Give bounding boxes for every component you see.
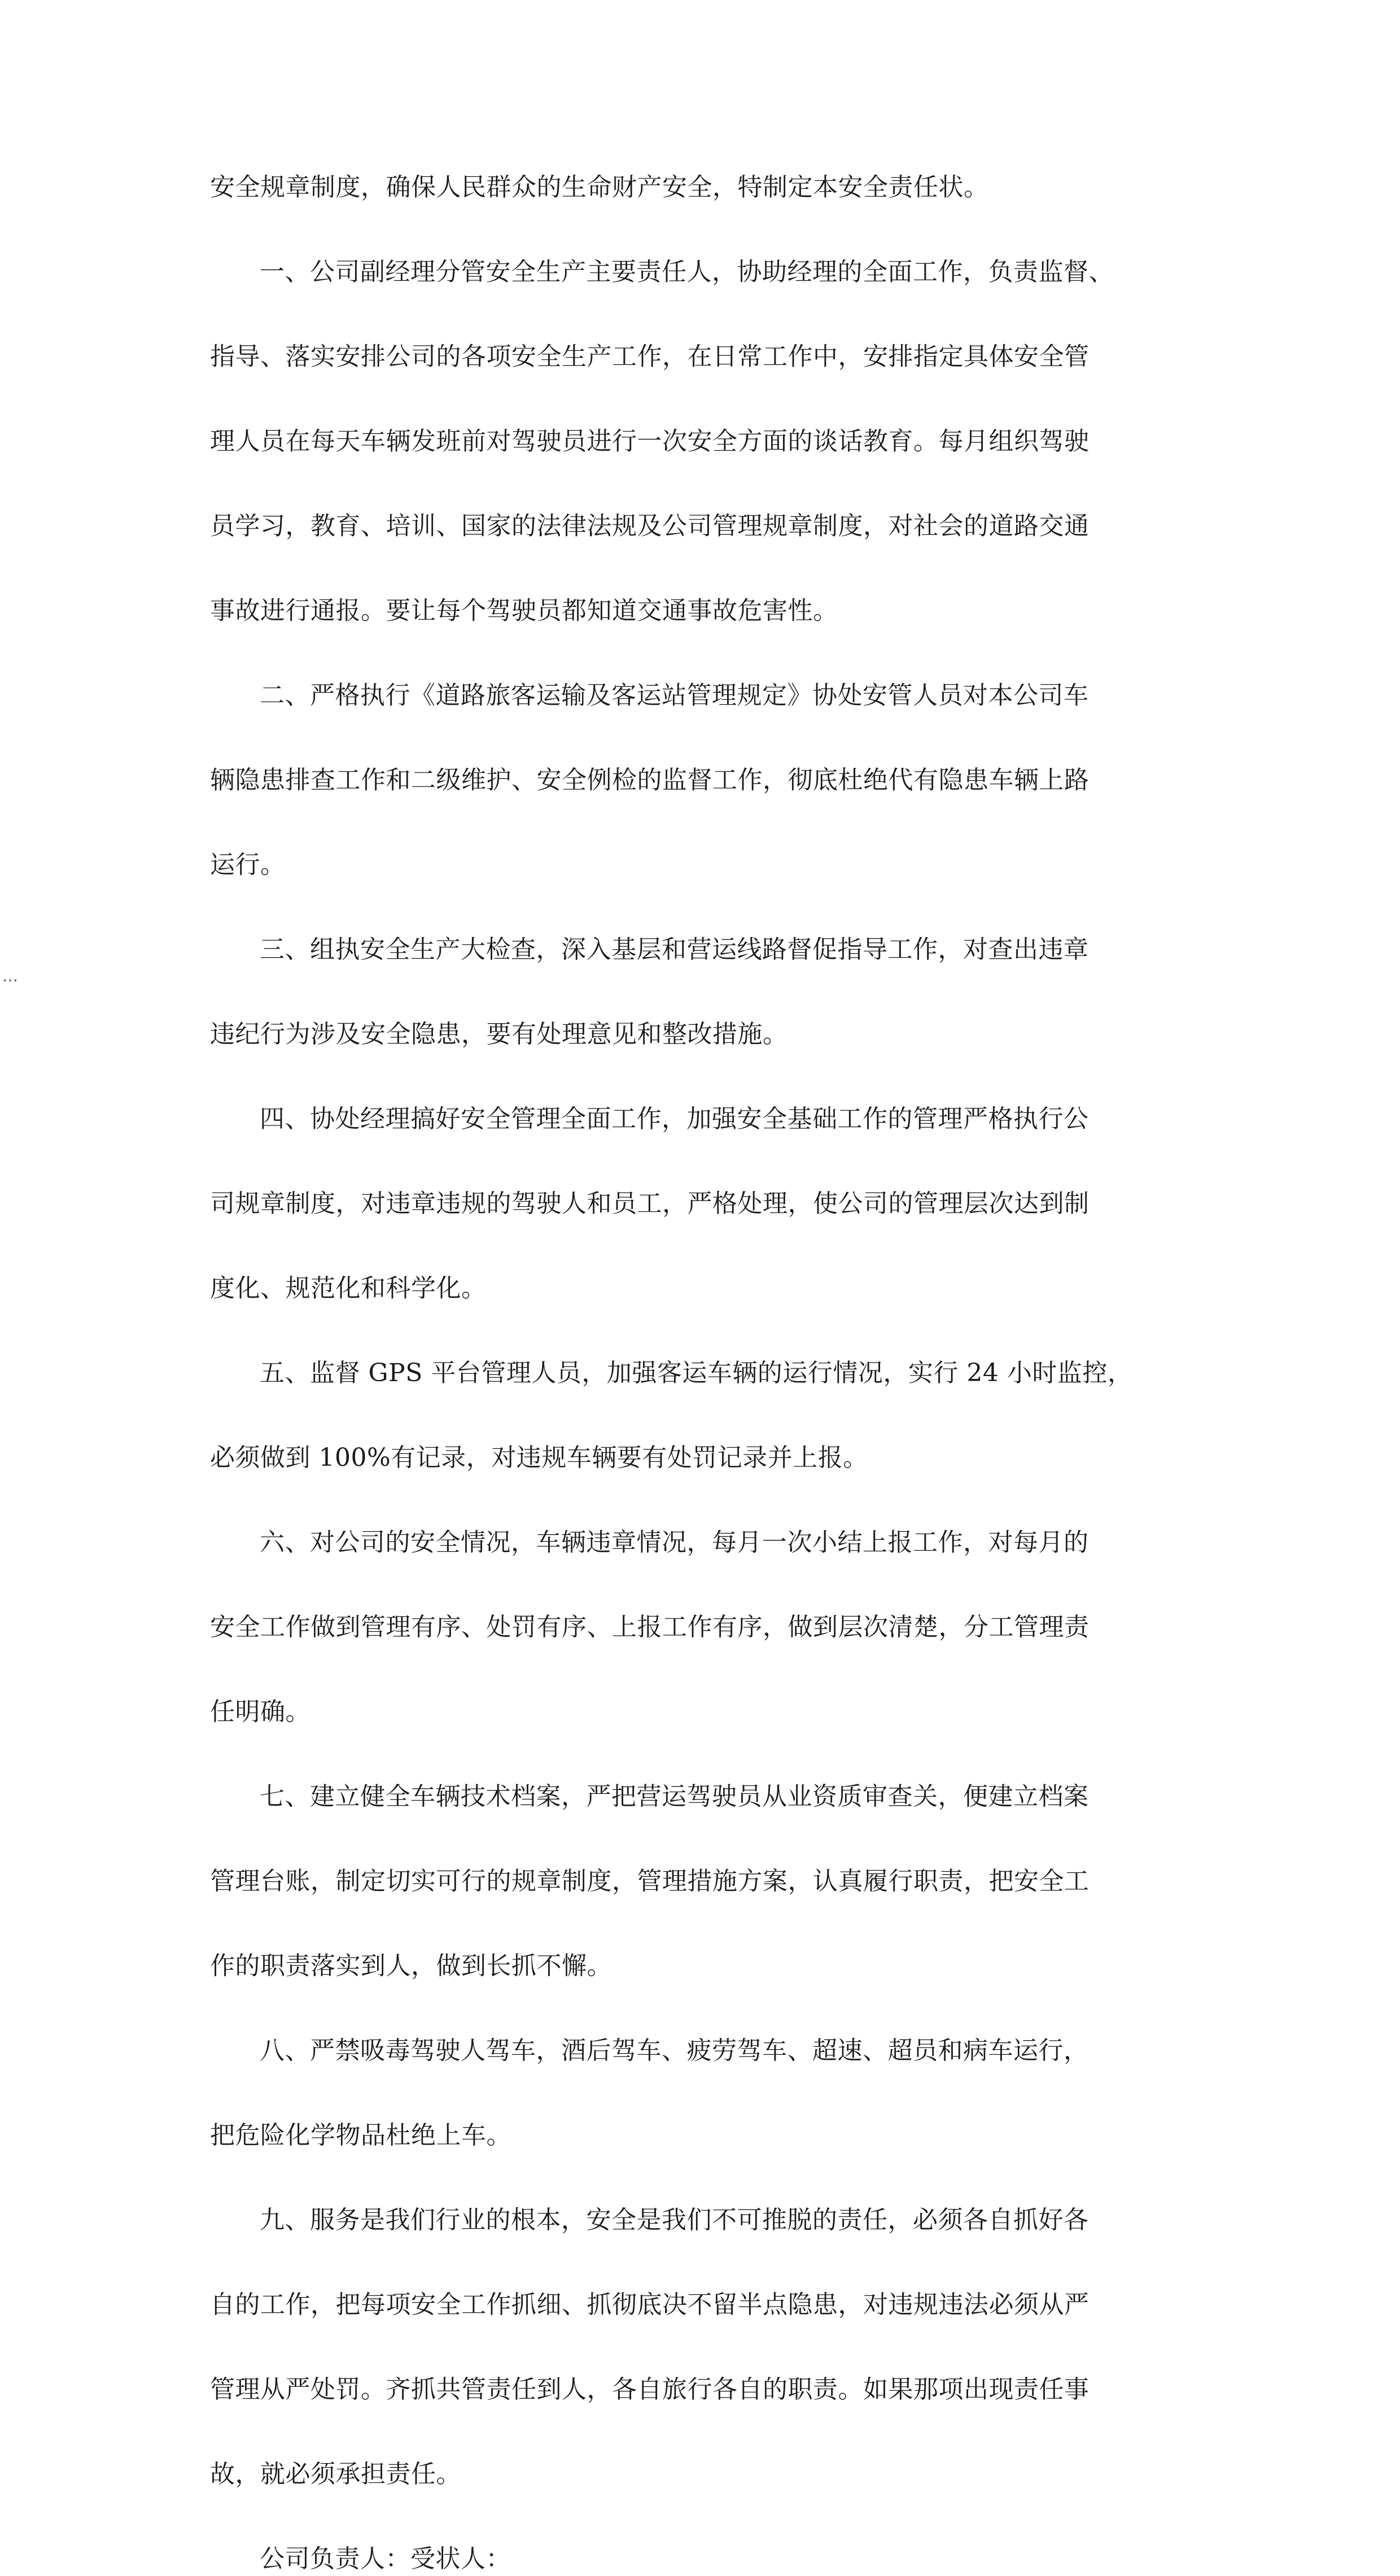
intro-line: 安全规章制度，确保人民群众的生命财产安全，特制定本安全责任状。 <box>210 173 989 202</box>
paragraph-1 <box>210 255 1192 628</box>
paragraph-line: 度化、规范化和科学化。 <box>210 1274 487 1303</box>
paragraph-line: 安全工作做到管理有序、处罚有序、上报工作有序，做到层次清楚，分工管理责 <box>210 1613 1090 1641</box>
paragraph-line: 把危险化学物品杜绝上车。 <box>210 2121 511 2150</box>
paragraph-line: 七、建立健全车辆技术档案，严把营运驾驶员从业资质审查关，便建立档案 <box>260 1782 1089 1811</box>
paragraph-line: 管理台账，制定切实可行的规章制度，管理措施方案，认真履行职责，把安全工 <box>210 1867 1090 1896</box>
paragraph-line: 五、监督 GPS 平台管理人员，加强客运车辆的运行情况，实行 24 小时监控， <box>260 1359 1133 1387</box>
paragraph-line: 员学习，教育、培训、国家的法律法规及公司管理规章制度，对社会的道路交通 <box>210 512 1090 540</box>
paragraph-8 <box>210 2034 1192 2153</box>
paragraph-line: 二、严格执行《道路旅客运输及客运站管理规定》协处安管人员对本公司车 <box>260 681 1089 710</box>
paragraph-line: 三、组执安全生产大检查，深入基层和营运线路督促指导工作，对查出违章 <box>260 935 1089 964</box>
paragraph-line: 必须做到 100%有记录，对违规车辆要有处罚记录并上报。 <box>210 1443 868 1472</box>
paragraph-line: 自的工作，把每项安全工作抓细、抓彻底决不留半点隐患，对违规违法必须从严 <box>210 2290 1090 2319</box>
document-body <box>210 171 1192 2576</box>
paragraph-6 <box>210 1526 1192 1729</box>
paragraph-line: 管理从严处罚。齐抓共管责任到人，各自旅行各自的职责。如果那项出现责任事 <box>210 2375 1090 2404</box>
paragraph-line: 指导、落实安排公司的各项安全生产工作，在日常工作中，安排指定具体安全管 <box>210 342 1090 371</box>
paragraph-line: 任明确。 <box>210 1697 310 1726</box>
paragraph-line: 一、公司副经理分管安全生产主要责任人，协助经理的全面工作，负责监督、 <box>260 257 1114 286</box>
paragraph-line: 作的职责落实到人，做到长抓不懈。 <box>210 1951 612 1980</box>
paragraph-3 <box>210 933 1192 1051</box>
paragraph-line: 理人员在每天车辆发班前对驾驶员进行一次安全方面的谈话教育。每月组织驾驶 <box>210 427 1090 456</box>
paragraph-2 <box>210 679 1192 882</box>
signature-line: 公司负责人：受状人： <box>260 2544 511 2573</box>
paragraph-line: 六、对公司的安全情况，车辆违章情况，每月一次小结上报工作，对每月的 <box>260 1528 1089 1557</box>
paragraph-5 <box>210 1356 1192 1475</box>
paragraph-line: 九、服务是我们行业的根本，安全是我们不可推脱的责任，必须各自抓好各 <box>260 2206 1089 2234</box>
paragraph-7 <box>210 1780 1192 1983</box>
paragraph-line: 违纪行为涉及安全隐患，要有处理意见和整改措施。 <box>210 1020 788 1049</box>
paragraph-line: 八、严禁吸毒驾驶人驾车，酒后驾车、疲劳驾车、超速、超员和病车运行， <box>260 2036 1089 2065</box>
paragraph-line: 司规章制度，对违章违规的驾驶人和员工，严格处理，使公司的管理层次达到制 <box>210 1189 1090 1218</box>
paragraph-line: 运行。 <box>210 850 286 879</box>
signature-block <box>210 2542 1192 2576</box>
paragraph-line: 故，就必须承担责任。 <box>210 2460 461 2488</box>
paragraph-line: 辆隐患排查工作和二级维护、安全例检的监督工作，彻底杜绝代有隐患车辆上路 <box>210 766 1090 794</box>
paragraph-9 <box>210 2203 1192 2491</box>
paragraph-line: 四、协处经理搞好安全管理全面工作，加强安全基础工作的管理严格执行公 <box>260 1104 1089 1133</box>
paragraph-line: 事故进行通报。要让每个驾驶员都知道交通事故危害性。 <box>210 596 838 625</box>
paragraph-4 <box>210 1102 1192 1306</box>
page-edge-mark: … <box>2 967 18 985</box>
